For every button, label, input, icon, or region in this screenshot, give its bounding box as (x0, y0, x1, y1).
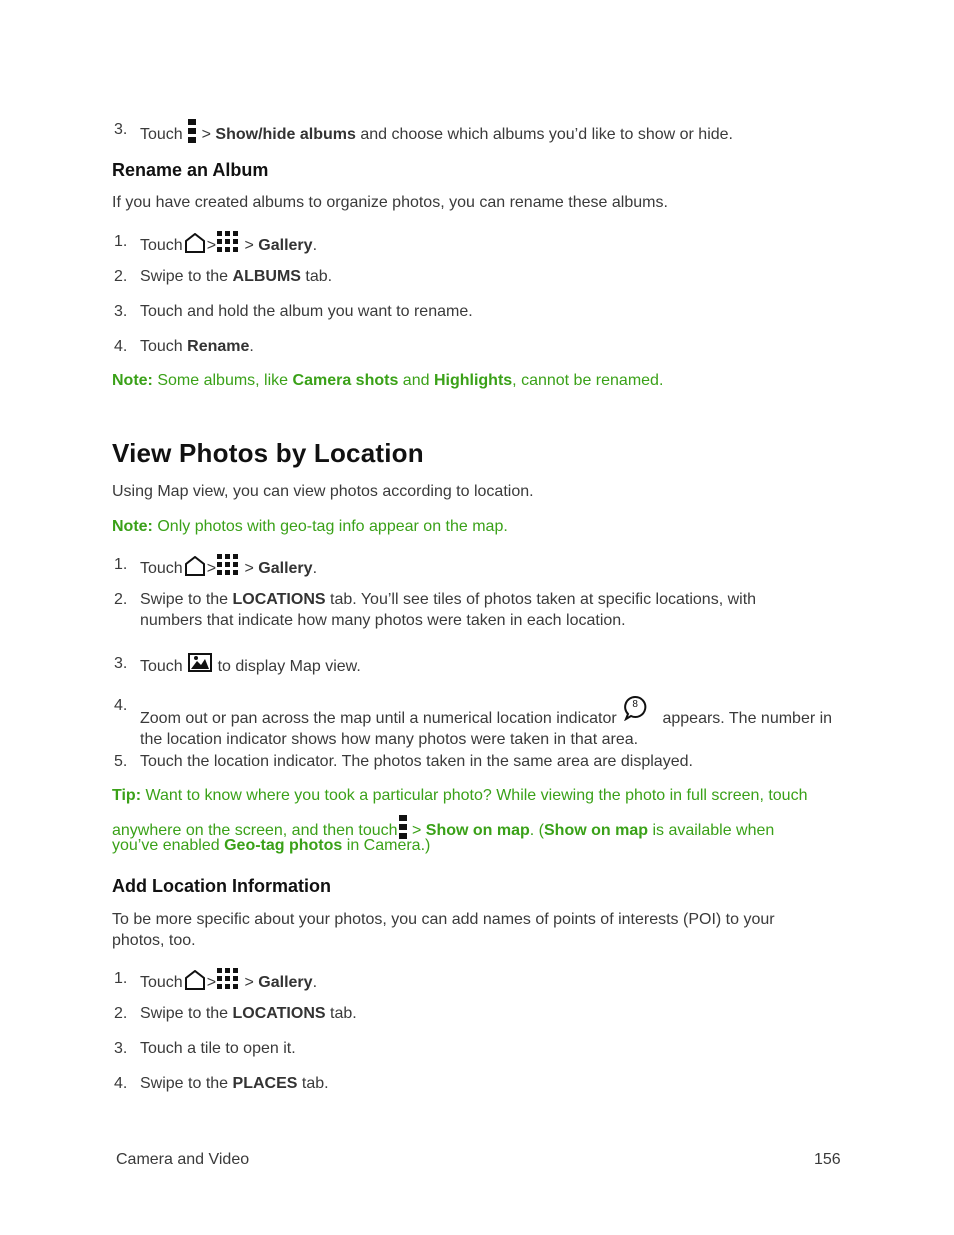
apps-grid-icon (217, 554, 239, 576)
page-title: View Photos by Location (112, 438, 424, 468)
footer-section: Camera and Video (116, 1151, 250, 1168)
paragraph: Using Map view, you can view photos according to location. (112, 483, 534, 500)
tip: Tip: Want to know where you took a particular photo? While viewing the photo in full screen, touch (112, 787, 808, 804)
note: Note: Only photos with geo-tag info appear on the map. (112, 518, 508, 535)
paragraph: To be more specific about your photos, you can add names of points of interests (POI) to your (112, 911, 775, 928)
home-icon (184, 233, 206, 253)
menu-icon (188, 119, 196, 143)
location-indicator-icon: 8 (622, 695, 648, 719)
apps-grid-icon (217, 231, 239, 253)
section-heading: Rename an Album (112, 160, 269, 180)
home-icon (184, 556, 206, 576)
section-heading: Add Location Information (112, 876, 331, 896)
tip-line-2: anywhere on the screen, and then touch > Show on map. (Show on map is available when (112, 815, 774, 841)
home-icon (184, 970, 206, 990)
apps-grid-icon (217, 968, 239, 990)
map-view-icon (188, 653, 212, 673)
paragraph: photos, too. (112, 932, 196, 949)
note: Note: Some albums, like Camera shots and Highlights, cannot be renamed. (112, 372, 664, 389)
page-number: 156 (814, 1151, 841, 1168)
tip-line-3: you’ve enabled Geo-tag photos in Camera.) (112, 837, 431, 854)
paragraph: If you have created albums to organize photos, you can rename these albums. (112, 194, 668, 211)
